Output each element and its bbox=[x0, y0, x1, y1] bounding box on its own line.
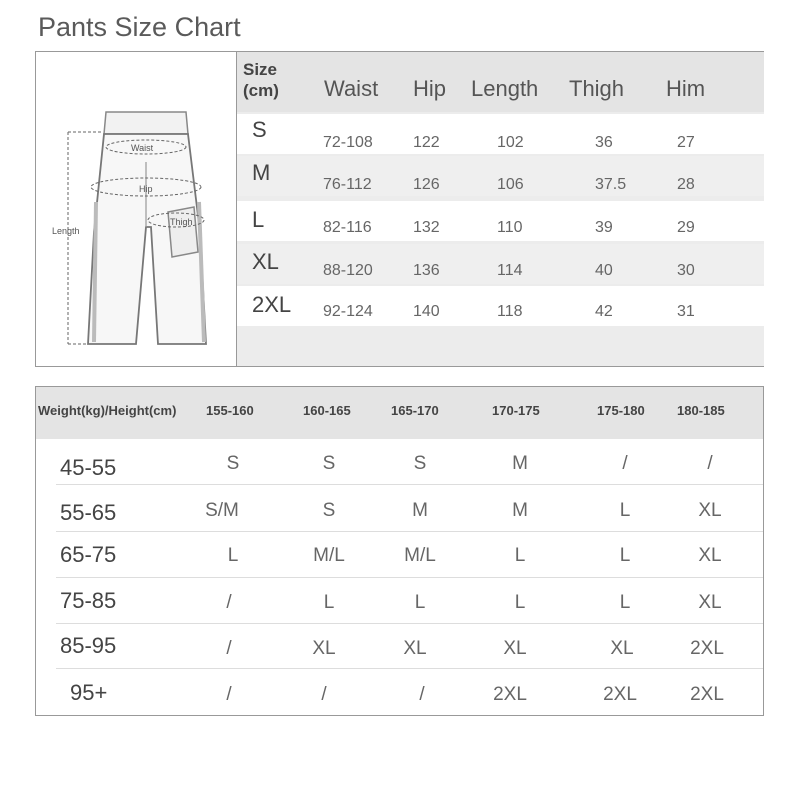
waist-label: Waist bbox=[131, 143, 154, 153]
size-cell: L bbox=[514, 545, 526, 566]
weight-label: 95+ bbox=[70, 680, 108, 705]
size-cell: L bbox=[514, 592, 526, 613]
size-cell: M/L bbox=[404, 545, 436, 566]
size-cell: XL bbox=[503, 638, 527, 659]
length-label: Length bbox=[52, 226, 80, 236]
pants-diagram-panel bbox=[36, 52, 237, 366]
him-value: 31 bbox=[677, 303, 695, 320]
weight-label: 85-95 bbox=[60, 633, 117, 658]
size-header-line2: (cm) bbox=[243, 81, 279, 100]
table-row bbox=[237, 114, 764, 154]
row-divider bbox=[56, 668, 763, 669]
thigh-value: 42 bbox=[595, 303, 613, 320]
size-cell: / bbox=[622, 453, 628, 474]
size-cell: L bbox=[619, 500, 631, 521]
thigh-value: 40 bbox=[595, 262, 613, 279]
size-label: M bbox=[252, 160, 271, 185]
hip-value: 126 bbox=[413, 176, 440, 193]
weight-label: 45-55 bbox=[60, 455, 117, 480]
size-cell: S bbox=[413, 453, 427, 474]
size-cell: XL bbox=[698, 592, 722, 613]
thigh-label: Thigh bbox=[170, 217, 193, 227]
him-value: 27 bbox=[677, 134, 695, 151]
size-header-line1: Size bbox=[243, 60, 278, 79]
waist-value: 72-108 bbox=[323, 134, 373, 151]
size-cell: S bbox=[322, 453, 336, 474]
height-header: 170-175 bbox=[492, 403, 540, 418]
height-header: 175-180 bbox=[597, 403, 645, 418]
length-value: 106 bbox=[497, 176, 524, 193]
size-cell: 2XL bbox=[690, 638, 724, 659]
weight-label: 75-85 bbox=[60, 588, 117, 613]
page-title: Pants Size Chart bbox=[38, 12, 241, 42]
pants-diagram bbox=[36, 52, 236, 366]
size-cell: XL bbox=[698, 500, 722, 521]
size-cell: XL bbox=[698, 545, 722, 566]
length-value: 110 bbox=[497, 219, 523, 236]
hip-label: Hip bbox=[139, 184, 153, 194]
weight-height-header-label: Weight(kg)/Height(cm) bbox=[38, 403, 177, 418]
thigh-value: 39 bbox=[595, 219, 613, 236]
size-cell: 2XL bbox=[493, 684, 527, 705]
size-label: 2XL bbox=[252, 292, 292, 317]
size-label: S bbox=[252, 117, 267, 142]
weight-height-table bbox=[35, 386, 764, 716]
table-row bbox=[237, 286, 764, 326]
waist-value: 76-112 bbox=[323, 176, 372, 193]
row-divider bbox=[56, 531, 763, 532]
size-cell: S bbox=[322, 500, 336, 521]
size-cell: M bbox=[512, 500, 528, 521]
size-table bbox=[237, 52, 764, 366]
waist-value: 82-116 bbox=[323, 219, 372, 236]
length-value: 118 bbox=[497, 303, 523, 320]
size-cell: / bbox=[226, 592, 232, 613]
size-cell: / bbox=[226, 638, 232, 659]
size-cell: L bbox=[619, 592, 631, 613]
weight-label: 65-75 bbox=[60, 542, 117, 567]
size-cell: 2XL bbox=[690, 684, 724, 705]
him-value: 28 bbox=[677, 176, 695, 193]
thigh-header: Thigh bbox=[569, 76, 625, 101]
size-cell: L bbox=[619, 545, 631, 566]
hip-value: 140 bbox=[413, 303, 440, 320]
size-cell: M bbox=[412, 500, 428, 521]
hip-value: 136 bbox=[413, 262, 440, 279]
size-cell: L bbox=[323, 592, 335, 613]
row-divider bbox=[56, 577, 763, 578]
size-cell: / bbox=[707, 453, 713, 474]
size-cell: S bbox=[226, 453, 240, 474]
thigh-value: 37.5 bbox=[595, 176, 627, 193]
height-header: 160-165 bbox=[303, 403, 351, 418]
size-table-header bbox=[237, 52, 764, 112]
size-cell: / bbox=[321, 684, 327, 705]
him-header: Him bbox=[666, 76, 706, 101]
him-value: 29 bbox=[677, 219, 695, 236]
table-row bbox=[237, 156, 764, 196]
size-cell: S/M bbox=[205, 500, 239, 521]
waist-header: Waist bbox=[324, 76, 379, 101]
size-cell: / bbox=[419, 684, 425, 705]
size-cell: XL bbox=[312, 638, 336, 659]
length-value: 102 bbox=[497, 134, 524, 151]
weight-height-header bbox=[36, 387, 763, 439]
table-row bbox=[237, 201, 764, 241]
size-chart-box bbox=[35, 51, 764, 367]
height-header: 180-185 bbox=[677, 403, 725, 418]
size-cell: XL bbox=[610, 638, 634, 659]
size-cell: XL bbox=[403, 638, 427, 659]
size-header bbox=[243, 59, 279, 101]
size-cell: M bbox=[512, 453, 528, 474]
waist-value: 88-120 bbox=[323, 262, 373, 279]
hip-header: Hip bbox=[413, 76, 447, 101]
him-value: 30 bbox=[677, 262, 695, 279]
weight-label: 55-65 bbox=[60, 500, 117, 525]
length-header: Length bbox=[471, 76, 539, 101]
size-cell: L bbox=[414, 592, 426, 613]
table-row bbox=[237, 244, 764, 284]
height-header: 155-160 bbox=[206, 403, 254, 418]
row-divider bbox=[56, 623, 763, 624]
size-cell: / bbox=[226, 684, 232, 705]
size-cell: M/L bbox=[313, 545, 345, 566]
thigh-value: 36 bbox=[595, 134, 613, 151]
height-header: 165-170 bbox=[391, 403, 439, 418]
size-cell: L bbox=[227, 545, 239, 566]
size-cell: 2XL bbox=[603, 684, 637, 705]
hip-value: 132 bbox=[413, 219, 440, 236]
row-divider bbox=[56, 484, 763, 485]
size-label: XL bbox=[252, 249, 279, 274]
length-value: 114 bbox=[497, 262, 523, 279]
waist-value: 92-124 bbox=[323, 303, 373, 320]
size-label: L bbox=[252, 207, 265, 232]
hip-value: 122 bbox=[413, 134, 440, 151]
